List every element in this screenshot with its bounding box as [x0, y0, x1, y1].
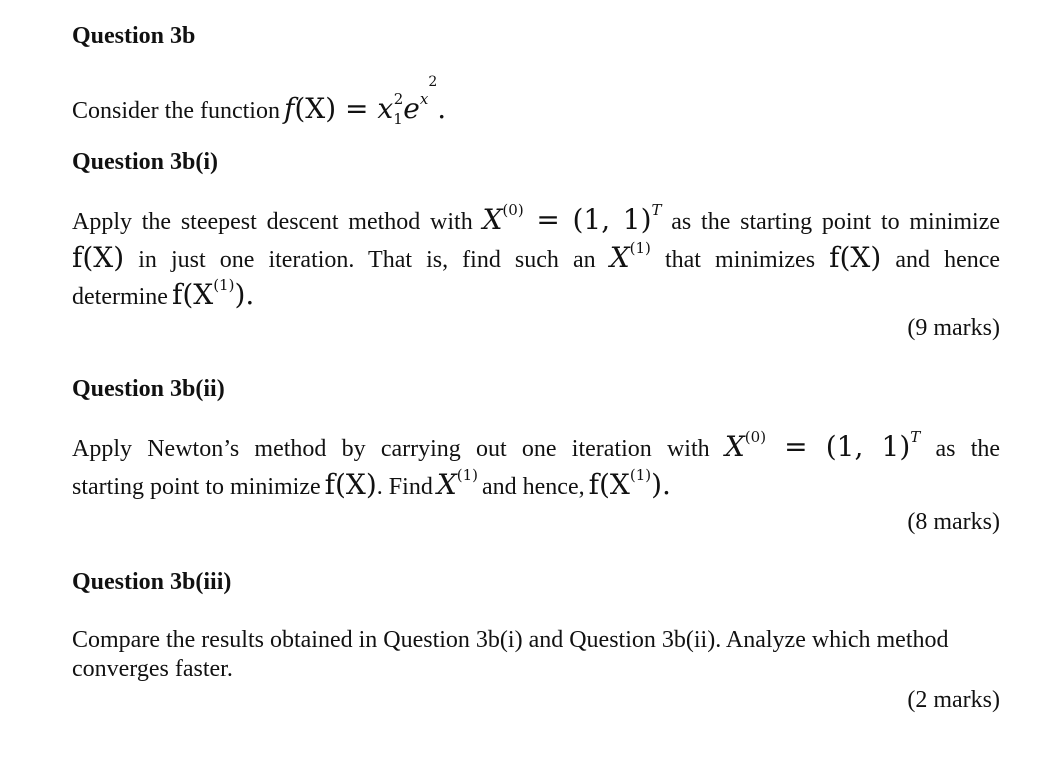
equals-sign: =: [336, 92, 378, 125]
exponent-variable: x: [419, 90, 429, 108]
q3bii-x1-superscript: (1): [456, 466, 478, 484]
q3bii-line2-tail: and hence,: [482, 474, 585, 500]
starting-point: (1, 1): [572, 203, 652, 236]
q3bi-marks: (9 marks): [907, 315, 1000, 341]
q3bii-line2-text: starting point to minimize: [72, 474, 321, 500]
q3bi-line2-text-b: that minimizes: [664, 247, 816, 273]
q3bii-x1-symbol: X: [436, 468, 457, 501]
q3bi-line-1: [72, 201, 1001, 237]
question-3bi-heading: Question 3b(i): [72, 149, 219, 175]
transpose-symbol: T: [651, 201, 662, 219]
function-arg: (X): [294, 92, 337, 125]
q3bii-x0-expression: [725, 430, 920, 463]
q3bii-x1-expression: [437, 468, 478, 501]
intro-text: Consider the function: [72, 98, 280, 124]
q3bi-line-2: [72, 239, 1001, 275]
function-definition-line: [72, 74, 447, 128]
fx-expression-2: f(X): [829, 241, 882, 274]
function-period: .: [437, 92, 447, 125]
base-subscript: 1: [393, 110, 403, 128]
q3bii-line1-text: Apply Newton’s method by carrying out one iteration with: [72, 436, 710, 462]
q3bi-line-3: [72, 276, 255, 312]
question-3biii-heading: Question 3b(iii): [72, 569, 232, 595]
x1-superscript: (1): [629, 239, 651, 257]
function-symbol: f: [283, 92, 295, 125]
q3biii-marks: (2 marks): [907, 687, 1000, 713]
exponent: [419, 74, 438, 108]
fx1-open: f(X: [171, 278, 214, 311]
x0-superscript: (0): [502, 201, 524, 219]
fx1-expression: [172, 278, 254, 311]
q3bi-line2-text-a: in just one iteration. That is, find such an: [138, 247, 596, 273]
q3bii-line1-tail: as the: [935, 436, 1001, 462]
q3bii-x0-superscript: (0): [744, 428, 767, 446]
base-variable: x: [377, 92, 394, 125]
q3bii-starting-point: (1, 1): [825, 430, 911, 463]
exponent-var-superscript: 2: [428, 74, 438, 90]
question-3b-heading: Question 3b: [72, 23, 196, 49]
q3bii-marks: (8 marks): [907, 509, 1000, 535]
q3bi-line1-text: Apply the steepest descent method with: [72, 209, 473, 235]
x0-expression: [482, 203, 661, 236]
q3bii-line2-mid: . Find: [376, 474, 433, 500]
q3bii-line-2: [72, 466, 671, 502]
q3biii-line-2: converges faster.: [72, 656, 233, 682]
x0-symbol: X: [482, 203, 503, 236]
q3bi-line1-tail: as the starting point to minimize: [671, 209, 1001, 235]
x1-expression: [610, 241, 651, 274]
question-3bii-heading: Question 3b(ii): [72, 376, 225, 402]
fx1-superscript: (1): [213, 276, 235, 294]
q3bii-fx1-superscript: (1): [629, 466, 652, 484]
x1-symbol: X: [609, 241, 630, 274]
base-superscript: 2: [393, 90, 404, 108]
q3bii-transpose-symbol: T: [910, 428, 921, 446]
x0-equals: =: [523, 203, 573, 236]
exponential-base: e: [403, 92, 420, 125]
q3bii-fx1-expression: [589, 468, 671, 501]
function-expression: [283, 74, 447, 128]
q3bii-fx-expression: f(X): [324, 468, 377, 501]
q3bii-equals: =: [766, 430, 826, 463]
q3bii-fx1-close: ).: [651, 468, 671, 501]
fx-expression: f(X): [72, 241, 125, 274]
fx1-close: ).: [234, 278, 255, 311]
q3biii-line-1: Compare the results obtained in Question 3b(i) and Question 3b(ii). Analyze which method: [72, 627, 949, 653]
q3bi-line3-text: determine: [72, 284, 168, 310]
q3bii-line-1: [72, 428, 1001, 464]
q3bii-fx1-open: f(X: [588, 468, 630, 501]
q3bii-x0-symbol: X: [724, 430, 745, 463]
q3bi-line2-text-c: and hence: [895, 247, 1001, 273]
